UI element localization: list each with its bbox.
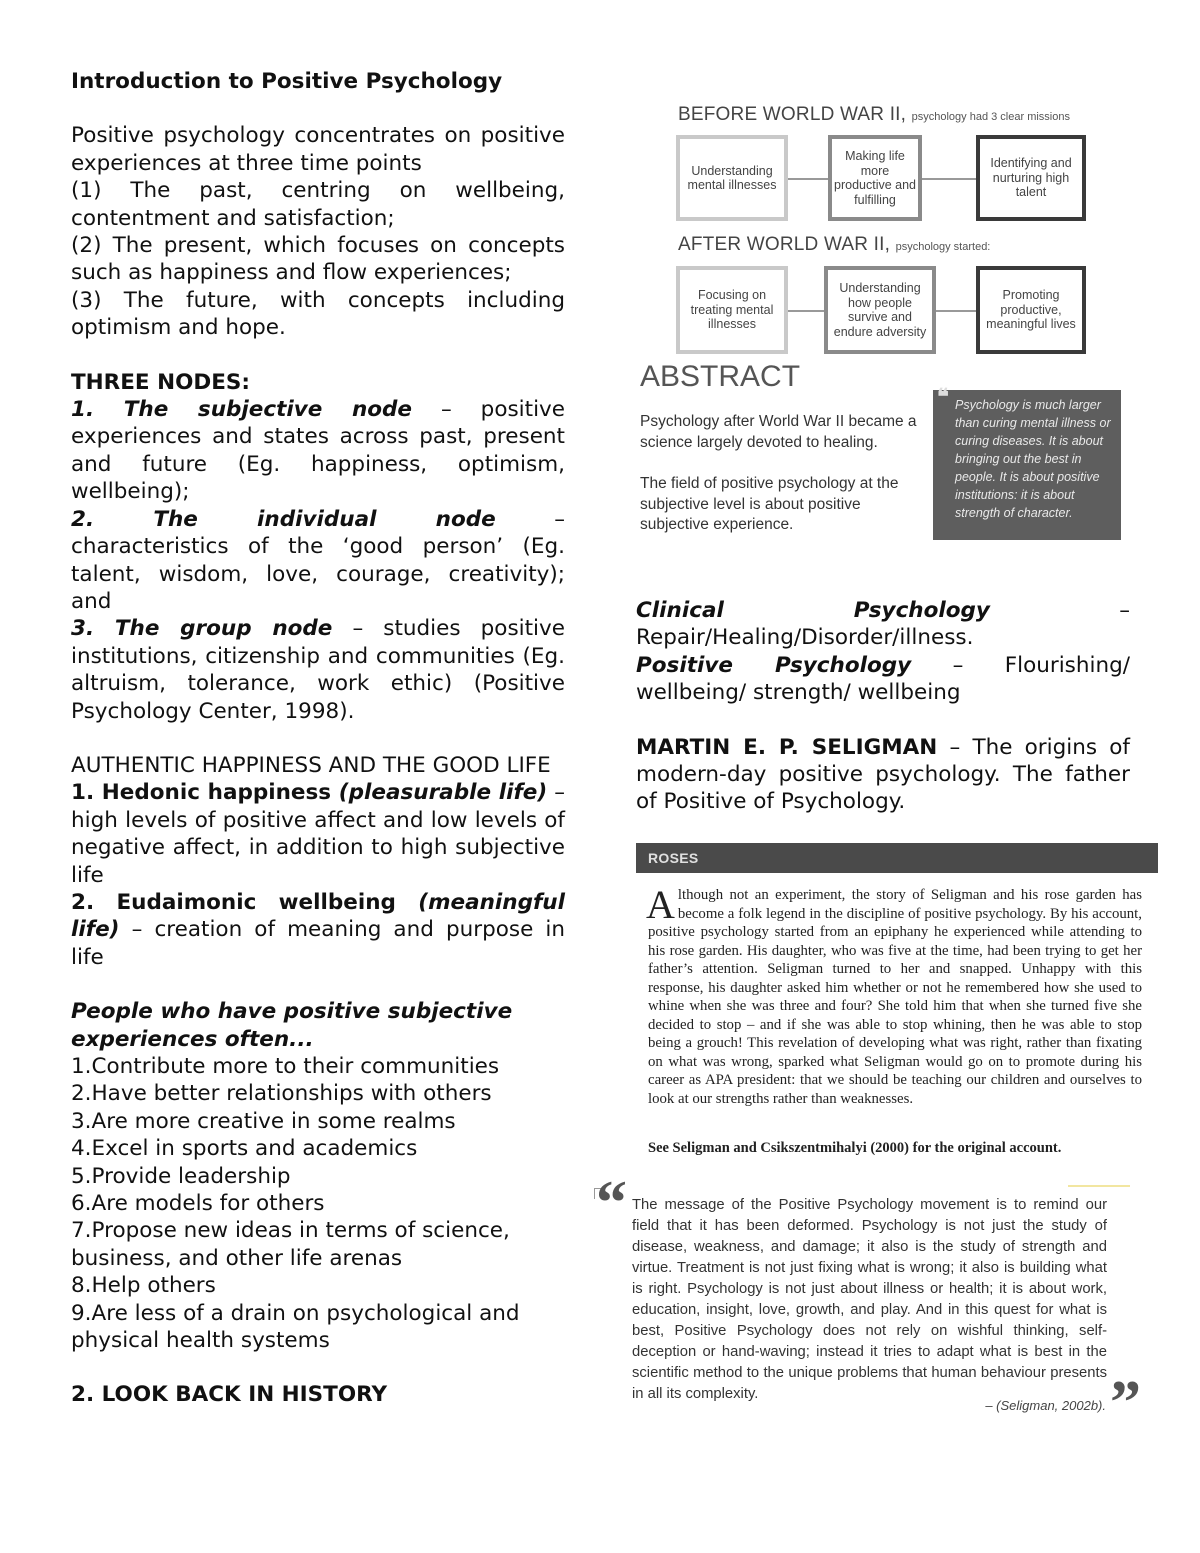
list-item: 6.Are models for others	[71, 1191, 325, 1217]
seligman-quote-text: The message of the Positive Psychology movement is to remind our field that it has been deformed. Psychology is not just the study of disease, weakness, and damage; it also is the study of strength and virtue. Treatment is not just fixing what is wrong; it also is building what is right. Psychology is not just about illness or health; it is about work, education, insight, love, growth, and play. And in this quest for what is best, Positive Psychology does not rely on wishful thinking, self-deception or hand-waving; instead it tries to adapt what is best in the scientific method to the unique problems that human behaviour presents in all its complexity.	[632, 1197, 1107, 1402]
hedonic-happiness	[71, 779, 565, 889]
roses-story-text: lthough not an experiment, the story of Seligman and his rose garden has become a folk legend in the discipline of positive psychology. By his account, positive psychology started from an epiphany he experienced while attending to his rose garden. His daughter, who was five at the time, had been trying to get her father’s attention. Seligman turned to her and snapped. Unhappy with this response, his daughter asked him whether or not he remembered how she used to whine when she was three and four? She told him that when she turned five she decided to stop – and if she was able to stop whining, then he was able to stop being a grouch! This revelation of developing what was right, rather than fixating on what was wrong, sparked what Seligman would go on to promote during his career as APA president: that we should be teaching our children and ourselves to look at our strengths rather than weaknesses.	[648, 887, 1142, 1107]
connector-line	[936, 310, 976, 312]
war-diagram	[672, 100, 1112, 362]
list-item: 5.Provide leadership	[71, 1163, 291, 1189]
nodes-heading: THREE NODES:	[71, 369, 250, 395]
abstract-paragraph: Psychology after World War II became a science largely devoted to healing.	[640, 413, 917, 451]
left-column	[71, 68, 565, 1409]
node-text: – studies positive institutions, citizenship and communities (Eg. altruism, tolerance, work ethic) (Positive Psychology Center, 1998).	[71, 616, 565, 724]
diagram-box: Identifying and nurturing high talent	[976, 135, 1086, 221]
close-quote-icon: ”	[1110, 1369, 1141, 1437]
clinical-label: Clinical Psychology	[636, 598, 990, 623]
clinical-label-line	[636, 597, 1130, 624]
hedonic-text: – high levels of positive affect and low levels of negative affect, in addition to high subjective life	[71, 780, 566, 888]
abstract-title: ABSTRACT	[640, 360, 801, 393]
roses-story	[646, 882, 1142, 1108]
clinical-dash: –	[1119, 598, 1130, 623]
authentic-heading: AUTHENTIC HAPPINESS AND THE GOOD LIFE	[71, 752, 551, 778]
node-group	[71, 615, 565, 725]
seligman-quote-citation: – (Seligman, 2002b).	[985, 1398, 1106, 1413]
node-individual: characteristics of the ‘good person’ (Eg. talent, wisdom, love, courage, creativity); and	[71, 534, 565, 614]
page-title: Introduction to Positive Psychology	[71, 69, 503, 94]
clinical-text: Repair/Healing/Disorder/illness.	[636, 625, 974, 651]
list-item: 4.Excel in sports and academics	[71, 1136, 418, 1162]
hedonic-label: 1. Hedonic happiness	[71, 780, 339, 806]
time-point-2: (2) The present, which focuses on concepts such as happiness and flow experiences;	[71, 233, 565, 286]
time-point-3: (3) The future, with concepts including optimism and hope.	[71, 287, 565, 341]
node-subjective	[71, 396, 565, 506]
time-point-1: (1) The past, centring on wellbeing, contentment and satisfaction;	[71, 178, 565, 231]
seligman-text: – The origins of modern-day positive psychology. The father of Positive of Psychology.	[636, 734, 1130, 815]
list-item: 8.Help others	[71, 1273, 216, 1299]
diagram-box: Understanding mental illnesses	[676, 135, 788, 221]
after-heading-text: AFTER WORLD WAR II,	[678, 234, 891, 255]
connector-line	[788, 178, 828, 180]
abstract-quote: Psychology is much larger than curing mental illness or curing diseases. It is about bringing out the best in people. It is about positive institutions: it is about strength of character.	[955, 398, 1111, 520]
roses-title-bar: ROSES	[636, 843, 1158, 873]
diagram-box: Making life more productive and fulfilling	[828, 135, 922, 221]
list-item: 2.Have better relationships with others	[71, 1081, 492, 1107]
eudaimonic-text: – creation of meaning and purpose in life	[71, 917, 565, 970]
connector-line	[922, 178, 976, 180]
abstract-paragraph: The field of positive psychology at the subjective level is about positive subjective experience.	[640, 475, 899, 533]
seligman-label: MARTIN E. P. SELIGMAN	[636, 734, 938, 760]
after-subheading: psychology started:	[895, 241, 991, 253]
hedonic-italic: (pleasurable life)	[338, 780, 548, 806]
before-heading	[678, 104, 1070, 126]
positive-label: Positive Psychology	[636, 652, 912, 678]
list-item: 3.Are more creative in some realms	[71, 1108, 456, 1134]
people-heading: People who have positive subjective experiences often...	[71, 999, 513, 1052]
before-heading-text: BEFORE WORLD WAR II,	[678, 104, 907, 125]
eudaimonic-italic: (meaningful life)	[71, 889, 565, 943]
abstract-quote-box	[933, 384, 1121, 540]
list-item: 1.Contribute more to their communities	[71, 1054, 500, 1079]
history-heading: 2. LOOK BACK IN HISTORY	[71, 1382, 388, 1408]
diagram-box: Understanding how people survive and endure adversity	[824, 266, 936, 354]
right-column	[636, 597, 1130, 816]
quote-mark-icon: ❝	[937, 384, 949, 409]
diagram-box: Focusing on treating mental illnesses	[676, 266, 788, 354]
positive-text: – Flourishing/ wellbeing/ strength/ wellbeing	[636, 652, 1130, 706]
diagram-box: Promoting productive, meaningful lives	[976, 266, 1086, 354]
connector-line	[788, 310, 824, 312]
roses-source: See Seligman and Csikszentmihalyi (2000) for the original account.	[648, 1140, 1062, 1156]
list-item: 7.Propose new ideas in terms of science, business, and other life arenas	[71, 1218, 510, 1271]
eudaimonic-label: 2. Eudaimonic wellbeing	[71, 889, 419, 915]
open-quote-icon: “	[596, 1169, 627, 1237]
node-text: – positive experiences and states across past, present and future (Eg. happiness, optimism, wellbeing);	[71, 397, 565, 505]
divider	[1068, 1185, 1130, 1187]
after-heading	[678, 234, 990, 256]
intro-paragraph: Positive psychology concentrates on positive experiences at three time points	[71, 123, 565, 176]
positive-definition	[636, 652, 1130, 707]
node-label: 1. The subjective node	[71, 397, 412, 423]
node-individual-label-line	[71, 506, 565, 533]
node-label: 3. The group node	[71, 616, 333, 642]
list-item: 9.Are less of a drain on psychological and physical health systems	[71, 1300, 520, 1354]
drop-cap: A	[646, 882, 675, 927]
node-label: 2. The individual node	[71, 506, 496, 532]
node-dash: –	[554, 506, 565, 532]
before-subheading: psychology had 3 clear missions	[911, 111, 1070, 123]
eudaimonic-wellbeing	[71, 889, 565, 971]
seligman-paragraph	[636, 734, 1130, 816]
